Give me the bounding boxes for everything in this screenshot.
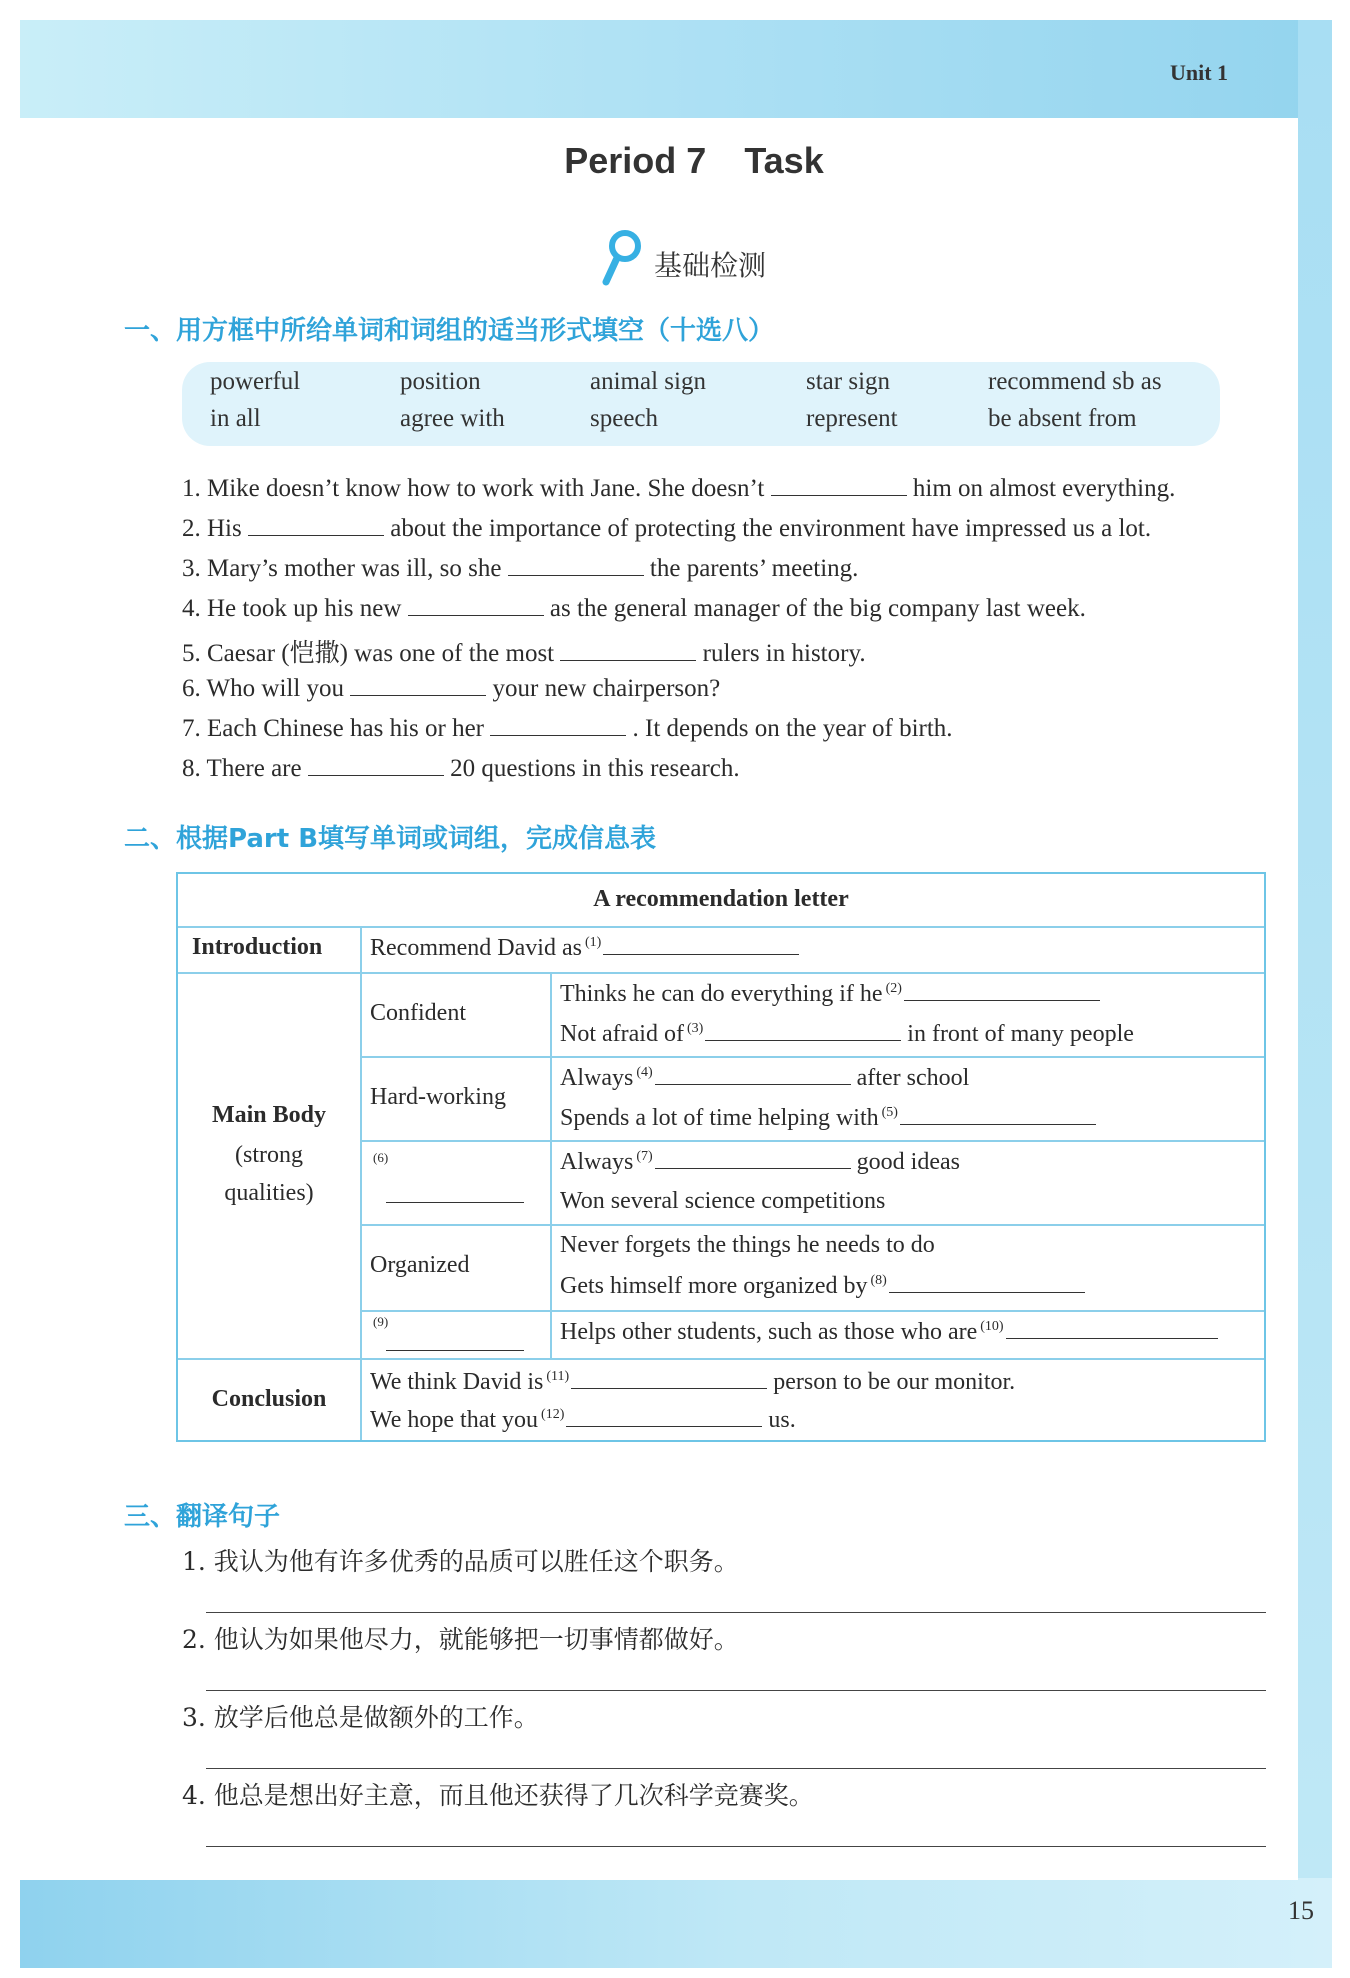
- info-table: [176, 872, 1266, 1442]
- sentence-text: 2. His: [182, 515, 242, 542]
- basic-check-header: [598, 228, 766, 288]
- org-line2: [560, 1272, 1085, 1300]
- sentence-text: your new chairperson?: [492, 675, 721, 702]
- word-item: speech: [590, 405, 659, 432]
- cell-text: Spends a lot of time helping with: [560, 1105, 879, 1131]
- quality-hard-working: Hard-working: [370, 1084, 506, 1110]
- conclusion-line1: [370, 1368, 1015, 1396]
- cell-text: Recommend David as: [370, 935, 582, 961]
- sentence-text: . It depends on the year of birth.: [632, 715, 953, 742]
- answer-blank[interactable]: [248, 513, 384, 536]
- cell-text: Always: [560, 1149, 634, 1175]
- translate-sentence: 4. 他总是想出好主意，而且他还获得了几次科学竞赛奖。: [182, 1781, 814, 1810]
- cell-text: Thinks he can do everything if he: [560, 981, 883, 1007]
- quality-blank-6: [370, 1150, 390, 1178]
- blank-number: (10): [980, 1319, 1004, 1334]
- answer-blank[interactable]: [771, 473, 907, 496]
- answer-blank[interactable]: [560, 638, 696, 661]
- answer-blank[interactable]: [904, 980, 1100, 1001]
- table-rule: [178, 1358, 1264, 1360]
- conclusion-label: Conclusion: [211, 1386, 327, 1412]
- blank-number: (1): [584, 935, 602, 950]
- table-rule: [360, 1224, 1264, 1226]
- word-item: be absent from: [988, 405, 1137, 432]
- sentence-text: as the general manager of the big company last week.: [549, 595, 1086, 622]
- sentence-text: 4. He took up his new: [182, 595, 402, 622]
- intro-label: Introduction: [192, 934, 323, 960]
- sentence-text: 1. Mike doesn’t know how to work with Jane. She doesn’t: [182, 475, 765, 502]
- section3-heading: 三、翻译句子: [124, 1502, 281, 1532]
- confident-line2: [560, 1020, 1134, 1048]
- blank-number: (5): [881, 1105, 898, 1120]
- quality-confident: Confident: [370, 1000, 466, 1026]
- cell-text: We think David is: [370, 1369, 544, 1395]
- fill-sentence: [182, 673, 720, 703]
- fill-sentence: [182, 633, 866, 669]
- title-task: Task: [744, 140, 824, 181]
- table-rule: [550, 972, 552, 1358]
- row6-line2: Won several science competitions: [560, 1188, 886, 1214]
- answer-blank[interactable]: [308, 753, 444, 776]
- right-border: [1298, 20, 1332, 1880]
- answer-blank[interactable]: [566, 1406, 762, 1427]
- page-title: [0, 140, 1350, 182]
- magnifier-icon: [598, 228, 644, 288]
- sentence-text: 5. Caesar (恺撒) was one of the most: [182, 640, 555, 667]
- word-item: animal sign: [590, 368, 706, 395]
- table-rule: [360, 1310, 1264, 1312]
- translate-sentence: 3. 放学后他总是做额外的工作。: [182, 1703, 539, 1732]
- fill-sentence: [182, 593, 1086, 623]
- cell-text: good ideas: [856, 1149, 960, 1175]
- hard-line1: [560, 1064, 969, 1092]
- sentence-text: 8. There are: [182, 755, 302, 782]
- intro-cell: [370, 934, 799, 962]
- cell-text: us.: [768, 1407, 796, 1433]
- table-rule: [360, 926, 362, 1440]
- quality-organized: Organized: [370, 1252, 470, 1278]
- word-item: represent: [806, 405, 898, 432]
- word-item: in all: [210, 405, 261, 432]
- answer-blank[interactable]: [900, 1104, 1096, 1125]
- answer-blank[interactable]: [490, 713, 626, 736]
- org-line1: Never forgets the things he needs to do: [560, 1232, 935, 1258]
- blank-number: (8): [870, 1273, 887, 1288]
- sentence-text: 20 questions in this research.: [450, 755, 740, 782]
- main-body-sublabel: qualities): [224, 1180, 314, 1206]
- word-item: agree with: [400, 405, 505, 432]
- answer-blank[interactable]: [1006, 1318, 1218, 1339]
- section2-heading: 二、根据Part B填写单词或词组，完成信息表: [124, 824, 657, 854]
- translate-sentence: 2. 他认为如果他尽力，就能够把一切事情都做好。: [182, 1625, 739, 1654]
- word-item: powerful: [210, 368, 301, 395]
- answer-blank[interactable]: [655, 1064, 851, 1085]
- blank-number: (4): [636, 1065, 653, 1080]
- answer-blank[interactable]: [350, 673, 486, 696]
- answer-line[interactable]: [206, 1612, 1266, 1613]
- cell-text: Helps other students, such as those who are: [560, 1319, 978, 1345]
- answer-line[interactable]: [206, 1690, 1266, 1691]
- blank-number: (6): [373, 1150, 389, 1165]
- answer-blank[interactable]: [889, 1272, 1085, 1293]
- answer-blank[interactable]: [408, 593, 544, 616]
- sentence-text: 7. Each Chinese has his or her: [182, 715, 485, 742]
- confident-line1: [560, 980, 1100, 1008]
- fill-sentence: [182, 513, 1151, 543]
- answer-blank[interactable]: [705, 1020, 901, 1041]
- table-rule: [360, 1056, 1264, 1058]
- answer-blank[interactable]: [655, 1148, 851, 1169]
- word-item: star sign: [806, 368, 891, 395]
- blank-number: (3): [686, 1021, 704, 1036]
- row6-line1: [560, 1148, 960, 1176]
- table-rule: [178, 972, 1264, 974]
- blank-number: (12): [541, 1407, 565, 1422]
- title-period: Period 7: [564, 140, 707, 181]
- cell-text: person to be our monitor.: [773, 1369, 1016, 1395]
- sentence-text: 6. Who will you: [182, 675, 345, 702]
- answer-line[interactable]: [206, 1768, 1266, 1769]
- basic-check-label: 基础检测: [654, 249, 767, 282]
- answer-blank[interactable]: [386, 1330, 524, 1351]
- fill-sentence: [182, 713, 953, 743]
- main-body-sublabel: (strong: [235, 1142, 303, 1168]
- conclusion-line2: [370, 1406, 796, 1434]
- sentence-text: about the importance of protecting the environment have impressed us a lot.: [390, 515, 1152, 542]
- answer-blank[interactable]: [508, 553, 644, 576]
- row9-line: [560, 1318, 1218, 1346]
- word-bank: [182, 362, 1220, 446]
- cell-text: after school: [856, 1065, 970, 1091]
- blank-number: (7): [636, 1149, 653, 1164]
- section1-heading: 一、用方框中所给单词和词组的适当形式填空（十选八）: [124, 316, 775, 346]
- fill-sentence: [182, 553, 858, 583]
- cell-text: Gets himself more organized by: [560, 1273, 868, 1299]
- fill-sentence: [182, 753, 740, 783]
- hard-line2: [560, 1104, 1096, 1132]
- sentence-text: rulers in history.: [702, 640, 866, 667]
- page-number: 15: [1288, 1896, 1314, 1925]
- sentence-text: the parents’ meeting.: [649, 555, 859, 582]
- word-item: position: [400, 368, 481, 395]
- blank-number: (2): [885, 981, 902, 996]
- main-body-label: Main Body: [211, 1102, 327, 1128]
- cell-text: in front of many people: [907, 1021, 1134, 1047]
- bottom-banner: [20, 1878, 1332, 1968]
- cell-text: We hope that you: [370, 1407, 539, 1433]
- table-rule: [178, 926, 1264, 928]
- sentence-text: him on almost everything.: [912, 475, 1176, 502]
- answer-line[interactable]: [206, 1846, 1266, 1847]
- unit-label: Unit 1: [1170, 60, 1229, 85]
- table-rule: [360, 1140, 1264, 1142]
- answer-blank[interactable]: [603, 934, 799, 955]
- cell-text: Not afraid of: [560, 1021, 684, 1047]
- blank-number: (9): [373, 1314, 389, 1329]
- table-title: A recommendation letter: [593, 886, 849, 912]
- top-banner: [20, 20, 1332, 120]
- translate-sentence: 1. 我认为他有许多优秀的品质可以胜任这个职务。: [182, 1547, 739, 1576]
- answer-blank[interactable]: [571, 1368, 767, 1389]
- cell-text: Always: [560, 1065, 634, 1091]
- word-item: recommend sb as: [988, 368, 1162, 395]
- answer-blank[interactable]: [386, 1182, 524, 1203]
- blank-number: (11): [546, 1369, 570, 1384]
- sentence-text: 3. Mary’s mother was ill, so she: [182, 555, 502, 582]
- fill-sentence: [182, 473, 1175, 503]
